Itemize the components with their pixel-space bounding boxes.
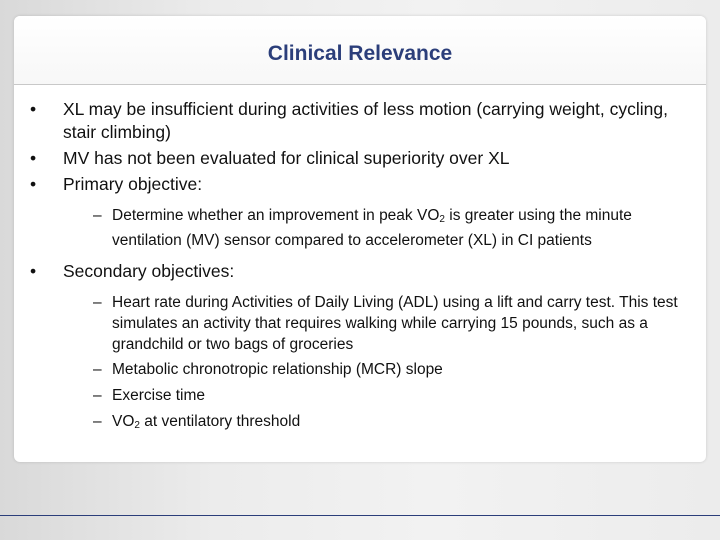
sub-bullet-item [26,385,692,407]
dash-marker: – [93,207,102,224]
bullet-item [26,147,696,170]
bullet-item [26,98,696,144]
secondary-sublist [26,292,696,437]
slide-body [26,98,696,446]
dash-marker: – [93,294,102,311]
dash-marker: – [93,387,102,404]
sub-bullet-item [26,359,692,381]
primary-sublist [26,205,696,251]
bullet-text: Secondary objectives: [63,261,235,281]
bullet-text: XL may be insufficient during activities of less motion (carrying weight, cycling, stair climbing) [63,99,668,142]
bullet-item [26,260,696,283]
dash-marker: – [93,361,102,378]
sub-bullet-item [26,205,692,251]
sub-bullet-item [26,292,692,355]
slide-title: Clinical Relevance [267,42,453,65]
sub-bullet-item [26,411,692,437]
bullet-item [26,173,696,196]
sub-bullet-text: Exercise time [112,387,206,404]
sub-bullet-text: Heart rate during Activities of Daily Living (ADL) using a lift and carry test. This test simulates an activity that requires walking while carrying 15 pounds, such as a grandchild or two bags of groceries [112,294,678,353]
bullet-marker: • [30,99,37,119]
dash-marker: – [93,413,102,430]
bullet-marker: • [30,148,37,168]
footer-rule [0,515,720,516]
bullet-text: Primary objective: [63,174,203,194]
bullet-text: MV has not been evaluated for clinical superiority over XL [63,148,510,168]
sub-bullet-text: Determine whether an improvement in peak $VO_2$ is greater using the minute ventilation (MV) sensor compared to accelerometer (XL) in CI patients [112,207,632,249]
bullet-marker: • [30,174,37,194]
sub-bullet-text: $VO_2$ at ventilatory threshold [112,413,301,431]
sub-bullet-text: Metabolic chronotropic relationship (MCR) slope [112,361,443,378]
bullet-marker: • [30,261,37,281]
